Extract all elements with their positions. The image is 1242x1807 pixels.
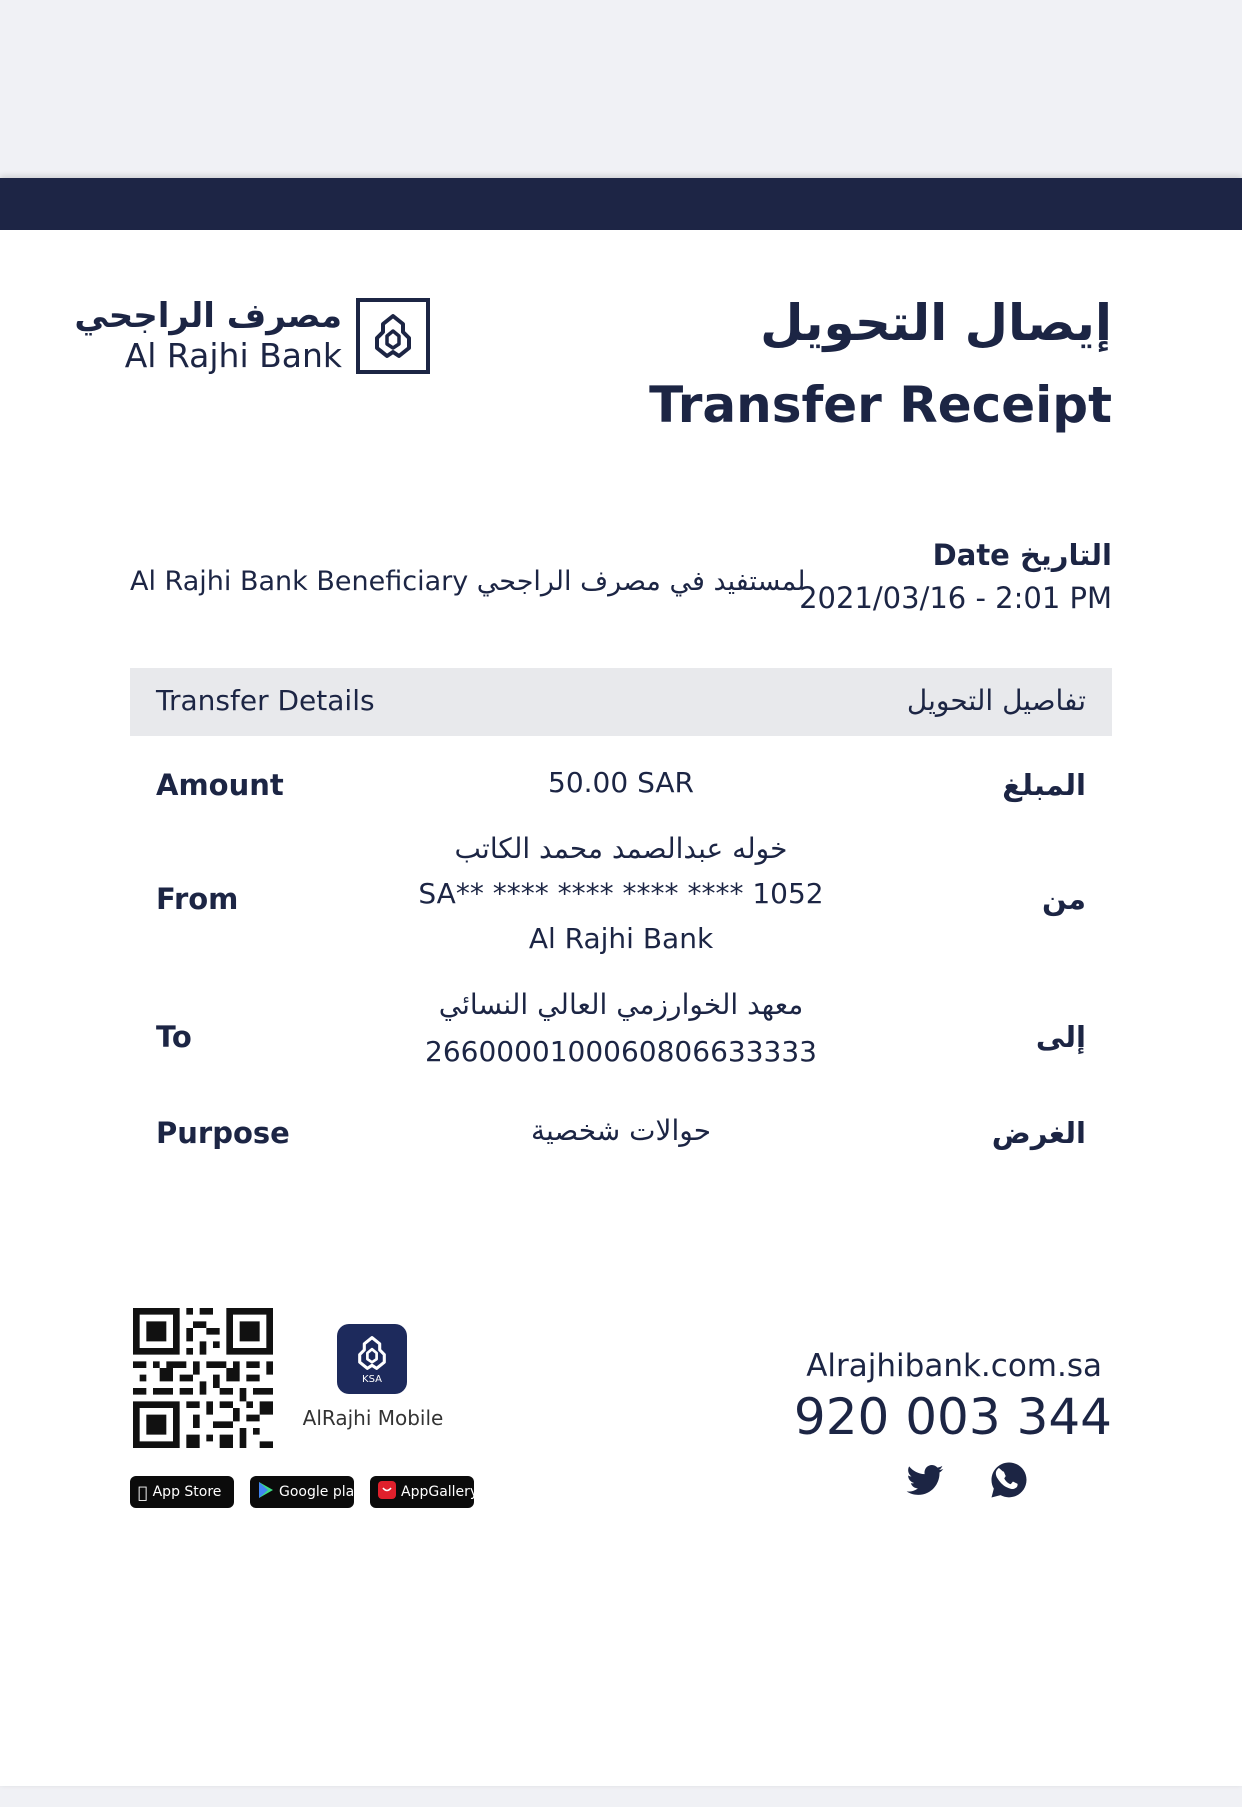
to-account: 2660000100060806633333	[425, 1035, 817, 1068]
purpose-value: حوالات شخصية	[530, 1114, 712, 1147]
receipt-sheet	[0, 178, 1242, 1786]
twitter-icon[interactable]	[905, 1460, 945, 1500]
whatsapp-icon[interactable]	[989, 1460, 1029, 1500]
from-label-en: From	[156, 882, 239, 916]
purpose-label-ar: الغرض	[991, 1116, 1086, 1150]
app-gallery-label: AppGallery	[401, 1484, 479, 1500]
date-label: Date التاريخ	[932, 538, 1112, 572]
phone-number[interactable]: 920 003 344	[793, 1388, 1112, 1446]
date-value: 2021/03/16 - 2:01 PM	[799, 581, 1112, 615]
bank-logo-icon	[356, 298, 430, 374]
details-header-en: Transfer Details	[156, 684, 375, 717]
to-name: معهد الخوارزمي العالي النسائي	[438, 988, 804, 1021]
app-name: AlRajhi Mobile	[302, 1406, 444, 1430]
app-logo-icon	[352, 1333, 392, 1373]
amount-label-ar: المبلغ	[1002, 768, 1086, 802]
to-label-ar: إلى	[1035, 1020, 1086, 1054]
amount-value: 50.00 SAR	[548, 766, 694, 799]
amount-label-en: Amount	[156, 768, 284, 802]
from-label-ar: من	[1041, 882, 1086, 916]
huawei-icon	[378, 1481, 396, 1503]
transfer-details-header	[130, 668, 1112, 736]
detail-row-purpose	[130, 1108, 1112, 1168]
app-store-badge[interactable]	[130, 1476, 234, 1508]
purpose-label-en: Purpose	[156, 1116, 290, 1150]
detail-row-to	[130, 982, 1112, 1082]
google-play-icon	[258, 1481, 274, 1503]
beneficiary-type: Al Rajhi Bank Beneficiary لمستفيد في مصرف الراجحي	[130, 566, 806, 597]
receipt-title-en: Transfer Receipt	[649, 376, 1112, 434]
detail-row-from	[130, 826, 1112, 966]
app-badge-text: KSA	[362, 1374, 382, 1385]
bank-logo	[74, 296, 430, 376]
top-bar	[0, 178, 1242, 230]
to-label-en: To	[156, 1020, 192, 1054]
google-play-label: Google play	[279, 1484, 363, 1500]
from-iban: SA** **** **** **** **** 1052	[418, 877, 824, 910]
alrajhi-mobile-app-icon[interactable]	[337, 1324, 407, 1394]
apple-icon	[138, 1483, 148, 1502]
bank-name-en: Al Rajhi Bank	[124, 336, 342, 375]
google-play-badge[interactable]	[250, 1476, 363, 1508]
qr-code-icon	[133, 1308, 273, 1448]
website-link[interactable]: Alrajhibank.com.sa	[806, 1348, 1102, 1384]
bank-name-ar: مصرف الراجحي	[74, 296, 342, 336]
from-name: خوله عبدالصمد محمد الكاتب	[454, 832, 788, 865]
from-bank: Al Rajhi Bank	[528, 922, 714, 955]
detail-row-amount	[130, 760, 1112, 820]
receipt-title-ar: إيصال التحويل	[760, 294, 1112, 352]
app-store-label: App Store	[143, 1484, 212, 1500]
app-gallery-badge[interactable]	[370, 1476, 479, 1508]
details-header-ar: تفاصيل التحويل	[906, 684, 1086, 717]
